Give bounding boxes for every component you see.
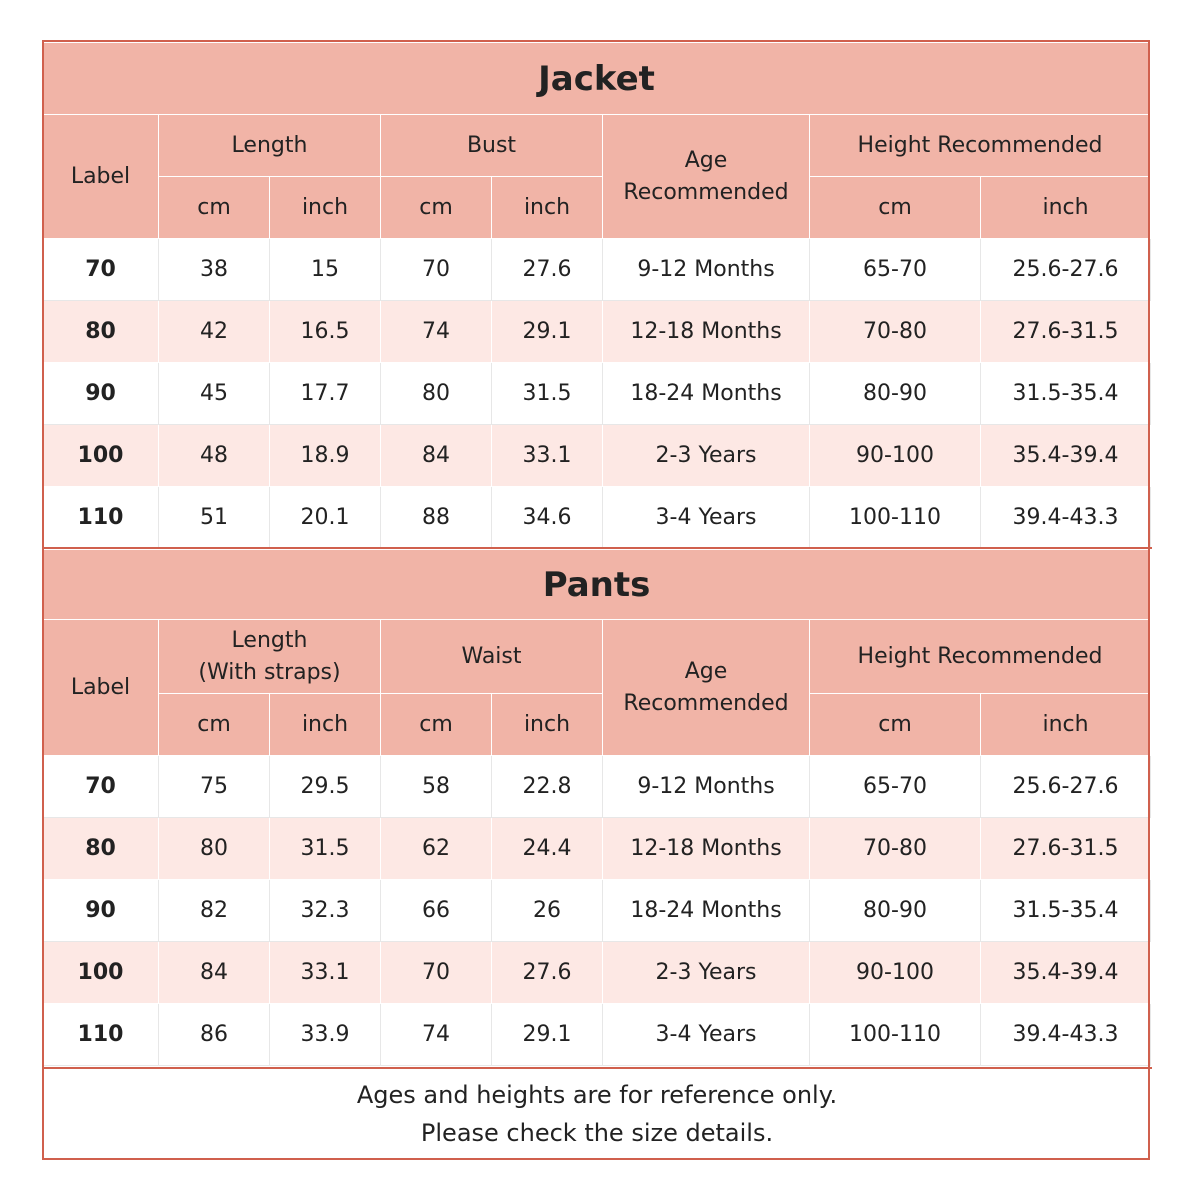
size-label: 110 <box>43 487 159 549</box>
waist-cm: 66 <box>381 880 492 942</box>
length-cm: 82 <box>159 880 270 942</box>
height-cm: 70-80 <box>810 301 981 363</box>
length-cm: 51 <box>159 487 270 549</box>
jacket-title: Jacket <box>43 43 1151 115</box>
age: 2-3 Years <box>603 425 810 487</box>
length-inch: 15 <box>270 239 381 301</box>
pants-length-cm-header: cm <box>159 694 270 756</box>
pants-waist-inch-header: inch <box>492 694 603 756</box>
length-inch: 20.1 <box>270 487 381 549</box>
length-cm: 86 <box>159 1004 270 1066</box>
height-inch: 25.6-27.6 <box>981 239 1151 301</box>
height-inch: 35.4-39.4 <box>981 425 1151 487</box>
size-label: 110 <box>43 1004 159 1066</box>
length-inch: 33.1 <box>270 942 381 1004</box>
age: 3-4 Years <box>603 1004 810 1066</box>
pants-title: Pants <box>43 550 1151 620</box>
waist-inch: 26 <box>492 880 603 942</box>
size-label: 100 <box>43 425 159 487</box>
bust-cm: 70 <box>381 239 492 301</box>
pants-length-title: Length <box>231 627 308 653</box>
jacket-length-cm-header: cm <box>159 177 270 239</box>
height-cm: 90-100 <box>810 942 981 1004</box>
size-label: 70 <box>43 239 159 301</box>
height-cm: 70-80 <box>810 818 981 880</box>
length-inch: 16.5 <box>270 301 381 363</box>
bust-cm: 74 <box>381 301 492 363</box>
length-cm: 42 <box>159 301 270 363</box>
size-label: 70 <box>43 756 159 818</box>
length-cm: 38 <box>159 239 270 301</box>
age: 2-3 Years <box>603 942 810 1004</box>
pants-length-inch-header: inch <box>270 694 381 756</box>
age: 9-12 Months <box>603 239 810 301</box>
waist-inch: 29.1 <box>492 1004 603 1066</box>
size-label: 80 <box>43 301 159 363</box>
age: 3-4 Years <box>603 487 810 549</box>
length-cm: 48 <box>159 425 270 487</box>
length-inch: 31.5 <box>270 818 381 880</box>
height-cm: 100-110 <box>810 487 981 549</box>
waist-cm: 58 <box>381 756 492 818</box>
note-line-2: Please check the size details. <box>420 1119 774 1147</box>
bust-cm: 80 <box>381 363 492 425</box>
jacket-length-header: Length <box>159 115 381 177</box>
waist-inch: 24.4 <box>492 818 603 880</box>
length-inch: 18.9 <box>270 425 381 487</box>
jacket-bust-inch-header: inch <box>492 177 603 239</box>
jacket-height-inch-header: inch <box>981 177 1151 239</box>
height-inch: 31.5-35.4 <box>981 880 1151 942</box>
bust-inch: 31.5 <box>492 363 603 425</box>
waist-inch: 22.8 <box>492 756 603 818</box>
height-inch: 39.4-43.3 <box>981 1004 1151 1066</box>
jacket-bust-cm-header: cm <box>381 177 492 239</box>
chart-frame <box>42 40 1150 1160</box>
length-inch: 17.7 <box>270 363 381 425</box>
height-cm: 100-110 <box>810 1004 981 1066</box>
jacket-bust-header: Bust <box>381 115 603 177</box>
length-inch: 29.5 <box>270 756 381 818</box>
height-cm: 65-70 <box>810 756 981 818</box>
waist-cm: 70 <box>381 942 492 1004</box>
size-label: 100 <box>43 942 159 1004</box>
length-cm: 80 <box>159 818 270 880</box>
height-cm: 65-70 <box>810 239 981 301</box>
length-inch: 33.9 <box>270 1004 381 1066</box>
age: 18-24 Months <box>603 880 810 942</box>
height-inch: 27.6-31.5 <box>981 818 1151 880</box>
age: 12-18 Months <box>603 301 810 363</box>
pants-height-inch-header: inch <box>981 694 1151 756</box>
length-cm: 45 <box>159 363 270 425</box>
waist-cm: 74 <box>381 1004 492 1066</box>
size-label: 90 <box>43 363 159 425</box>
jacket-label-header: Label <box>43 115 159 239</box>
bust-inch: 29.1 <box>492 301 603 363</box>
pants-waist-header: Waist <box>381 620 603 694</box>
pants-height-header: Height Recommended <box>810 620 1151 694</box>
age: 9-12 Months <box>603 756 810 818</box>
bust-inch: 33.1 <box>492 425 603 487</box>
bust-inch: 34.6 <box>492 487 603 549</box>
jacket-height-cm-header: cm <box>810 177 981 239</box>
height-cm: 90-100 <box>810 425 981 487</box>
bust-cm: 88 <box>381 487 492 549</box>
length-cm: 84 <box>159 942 270 1004</box>
height-cm: 80-90 <box>810 880 981 942</box>
age: 18-24 Months <box>603 363 810 425</box>
pants-length-subtitle: (With straps) <box>198 659 341 685</box>
waist-inch: 27.6 <box>492 942 603 1004</box>
height-cm: 80-90 <box>810 363 981 425</box>
height-inch: 35.4-39.4 <box>981 942 1151 1004</box>
note-line-1: Ages and heights are for reference only. <box>356 1081 838 1109</box>
pants-height-cm-header: cm <box>810 694 981 756</box>
length-cm: 75 <box>159 756 270 818</box>
bust-cm: 84 <box>381 425 492 487</box>
height-inch: 39.4-43.3 <box>981 487 1151 549</box>
jacket-length-inch-header: inch <box>270 177 381 239</box>
jacket-age-header: Age Recommended <box>603 115 810 239</box>
height-inch: 25.6-27.6 <box>981 756 1151 818</box>
pants-age-header: Age Recommended <box>603 620 810 756</box>
jacket-height-header: Height Recommended <box>810 115 1151 177</box>
height-inch: 31.5-35.4 <box>981 363 1151 425</box>
age: 12-18 Months <box>603 818 810 880</box>
pants-label-header: Label <box>43 620 159 756</box>
size-label: 80 <box>43 818 159 880</box>
bust-inch: 27.6 <box>492 239 603 301</box>
height-inch: 27.6-31.5 <box>981 301 1151 363</box>
length-inch: 32.3 <box>270 880 381 942</box>
size-label: 90 <box>43 880 159 942</box>
pants-waist-cm-header: cm <box>381 694 492 756</box>
waist-cm: 62 <box>381 818 492 880</box>
